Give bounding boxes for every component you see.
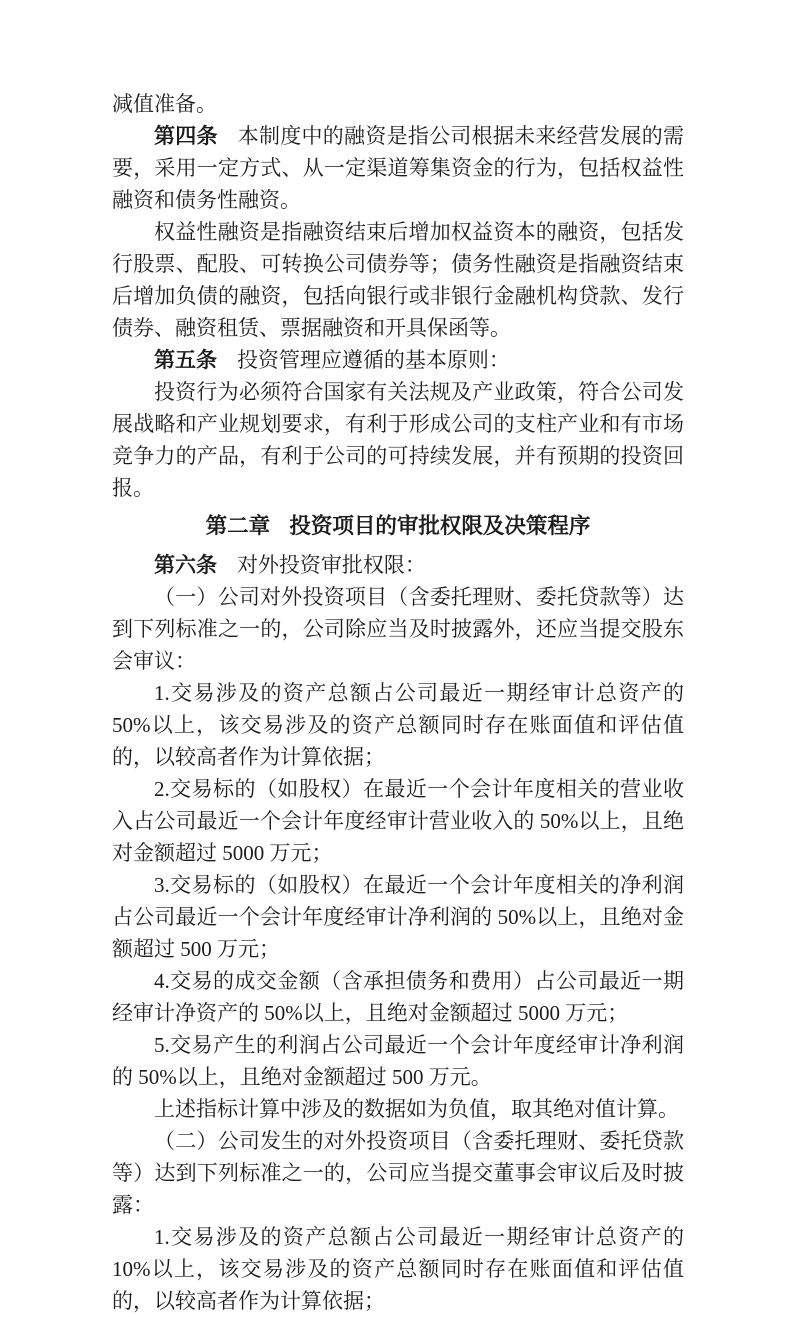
paragraph-text: 1.交易涉及的资产总额占公司最近一期经审计总资产的 50%以上，该交易涉及的资产总额同时存在账面值和评估值的，以较高者作为计算依据；: [112, 681, 684, 769]
paragraph: [112, 1221, 684, 1317]
paragraph: [112, 773, 684, 869]
paragraph: [112, 1125, 684, 1221]
article-number: 第六条: [154, 553, 217, 577]
paragraph-text: 4.交易的成交金额（含承担债务和费用）占公司最近一期经审计净资产的 50%以上，且绝对金额超过 5000 万元；: [112, 969, 684, 1025]
paragraph-text: 投资行为必须符合国家有关法规及产业政策，符合公司发展战略和产业规划要求，有利于形成公司的支柱产业和有市场竞争力的产品，有利于公司的可持续发展，并有预期的投资回报。: [112, 380, 684, 500]
paragraph: [112, 549, 684, 581]
paragraph: [112, 216, 684, 344]
paragraph-text: （一）公司对外投资项目（含委托理财、委托贷款等）达到下列标准之一的，公司除应当及时披露外，还应当提交股东会审议：: [112, 585, 684, 673]
chapter-heading: [112, 510, 684, 542]
paragraph-text: 对外投资审批权限：: [236, 553, 426, 577]
paragraph: [112, 677, 684, 773]
paragraph: [112, 88, 684, 120]
paragraph-text: 1.交易涉及的资产总额占公司最近一期经审计总资产的 10%以上，该交易涉及的资产总额同时存在账面值和评估值的，以较高者作为计算依据；: [112, 1225, 684, 1313]
chapter-title: 投资项目的审批权限及决策程序: [289, 514, 591, 538]
paragraph-text: 5.交易产生的利润占公司最近一个会计年度经审计净利润的 50%以上，且绝对金额超过 500 万元。: [112, 1033, 684, 1089]
article-number: 第四条: [154, 124, 218, 148]
paragraph: [112, 965, 684, 1029]
paragraph-text: 权益性融资是指融资结束后增加权益资本的融资，包括发行股票、配股、可转换公司债券等；债务性融资是指融资结束后增加负债的融资，包括向银行或非银行金融机构贷款、发行债券、融资租赁、票据融资和开具保函等。: [112, 220, 684, 340]
paragraph-text: 减值准备。: [112, 92, 217, 116]
paragraph: [112, 1093, 684, 1125]
paragraph-text: 3.交易标的（如股权）在最近一个会计年度相关的净利润占公司最近一个会计年度经审计净利润的 50%以上，且绝对金额超过 500 万元；: [112, 873, 684, 961]
paragraph: [112, 1029, 684, 1093]
paragraph-text: （二）公司发生的对外投资项目（含委托理财、委托贷款等）达到下列标准之一的，公司应当提交董事会审议后及时披露：: [112, 1129, 684, 1217]
paragraph: [112, 120, 684, 216]
paragraph-text: 2.交易标的（如股权）在最近一个会计年度相关的营业收入占公司最近一个会计年度经审计营业收入的 50%以上，且绝对金额超过 5000 万元；: [112, 777, 684, 865]
chapter-number: 第二章: [205, 514, 271, 538]
paragraph-text: 本制度中的融资是指公司根据未来经营发展的需要，采用一定方式、从一定渠道筹集资金的行为，包括权益性融资和债务性融资。: [112, 124, 685, 212]
paragraph: [112, 869, 684, 965]
paragraph-text: 上述指标计算中涉及的数据如为负值，取其绝对值计算。: [154, 1097, 679, 1121]
paragraph-text: 投资管理应遵循的基本原则：: [236, 348, 510, 372]
paragraph: [112, 344, 684, 376]
paragraph: [112, 581, 684, 677]
paragraph: [112, 376, 684, 504]
article-number: 第五条: [154, 348, 217, 372]
document-content: [112, 88, 684, 1317]
